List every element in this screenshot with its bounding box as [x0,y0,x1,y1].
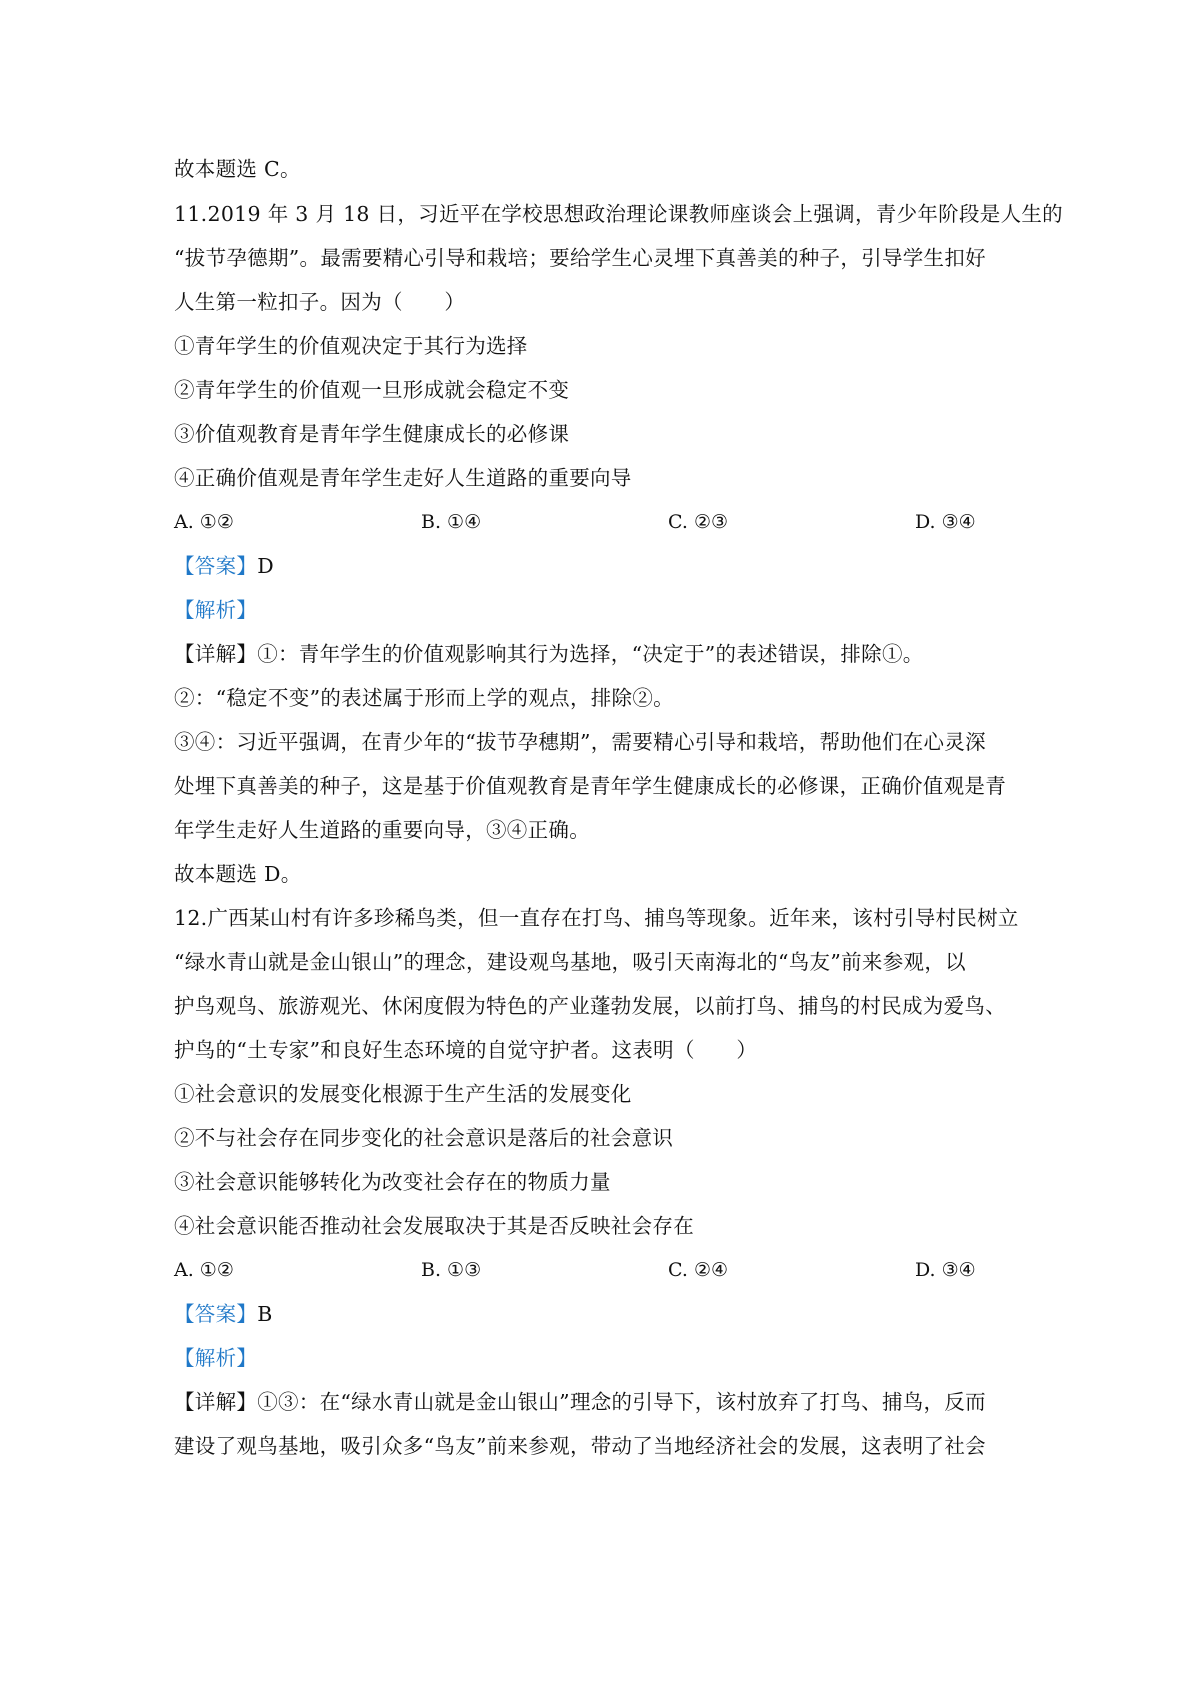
q12-detail [174,1387,1034,1417]
q12-option-a: A. ①② [174,1259,234,1281]
detail-text: ①：青年学生的价值观影响其行为选择，“决定于”的表述错误，排除①。 [257,642,924,666]
answer-label: 【答案】 [174,554,258,578]
q11-stem-line: “拔节孕德期”。最需要精心引导和栽培；要给学生心灵埋下真善美的种子，引导学生扣好 [174,246,986,270]
q12-stem-line: 护鸟的“土专家”和良好生态环境的自觉守护者。这表明（ ） [174,1038,758,1062]
q11-analysis-label: 【解析】 [174,598,258,622]
q12-option-d: D. ③④ [915,1259,976,1281]
q11-stem-line: 人生第一粒扣子。因为（ ） [174,290,466,314]
q11-option-b: B. ①④ [421,511,482,533]
q12-option-c: C. ②④ [668,1259,729,1281]
q11-detail [174,639,1034,669]
q12-item: ①社会意识的发展变化根源于生产生活的发展变化 [174,1082,632,1106]
q11-answer [174,551,1034,581]
answer-value: D [257,554,274,578]
q12-stem-line: “绿水青山就是金山银山”的理念，建设观鸟基地，吸引天南海北的“鸟友”前来参观，以 [174,950,966,974]
q12-item: ③社会意识能够转化为改变社会存在的物质力量 [174,1170,611,1194]
q12-option-b: B. ①③ [421,1259,482,1281]
q11-item: ①青年学生的价值观决定于其行为选择 [174,334,528,358]
detail-label: 【详解】 [174,1390,258,1414]
q12-detail-line: 建设了观鸟基地，吸引众多“鸟友”前来参观，带动了当地经济社会的发展，这表明了社会 [174,1434,986,1458]
answer-label: 【答案】 [174,1302,258,1326]
q12-item: ②不与社会存在同步变化的社会意识是落后的社会意识 [174,1126,674,1150]
detail-label: 【详解】 [174,642,258,666]
previous-conclusion: 故本题选 C。 [174,157,301,181]
q12-stem-line: 护鸟观鸟、旅游观光、休闲度假为特色的产业蓬勃发展，以前打鸟、捕鸟的村民成为爱鸟、 [174,994,1006,1018]
q11-item: ②青年学生的价值观一旦形成就会稳定不变 [174,378,570,402]
q11-item: ④正确价值观是青年学生走好人生道路的重要向导 [174,466,632,490]
q11-detail-line: 年学生走好人生道路的重要向导，③④正确。 [174,818,590,842]
answer-value: B [257,1302,273,1326]
q11-detail-line: ③④：习近平强调，在青少年的“拔节孕穗期”，需要精心引导和栽培，帮助他们在心灵深 [174,730,986,754]
q11-option-c: C. ②③ [668,511,729,533]
q12-answer [174,1299,1034,1329]
q11-option-d: D. ③④ [915,511,976,533]
q12-stem-line: 12.广西某山村有许多珍稀鸟类，但一直存在打鸟、捕鸟等现象。近年来，该村引导村民树立 [174,906,1019,930]
q12-item: ④社会意识能否推动社会发展取决于其是否反映社会存在 [174,1214,694,1238]
q12-analysis-label: 【解析】 [174,1346,258,1370]
q11-stem-line: 11.2019 年 3 月 18 日，习近平在学校思想政治理论课教师座谈会上强调，青少年阶段是人生的 [174,202,1063,226]
q11-option-a: A. ①② [174,511,234,533]
q11-detail-line: ②：“稳定不变”的表述属于形而上学的观点，排除②。 [174,686,674,710]
q11-detail-line: 处埋下真善美的种子，这是基于价值观教育是青年学生健康成长的必修课，正确价值观是青 [174,774,1006,798]
q11-conclusion: 故本题选 D。 [174,862,302,886]
q11-item: ③价值观教育是青年学生健康成长的必修课 [174,422,570,446]
detail-text: ①③：在“绿水青山就是金山银山”理念的引导下，该村放弃了打鸟、捕鸟，反而 [257,1390,986,1414]
